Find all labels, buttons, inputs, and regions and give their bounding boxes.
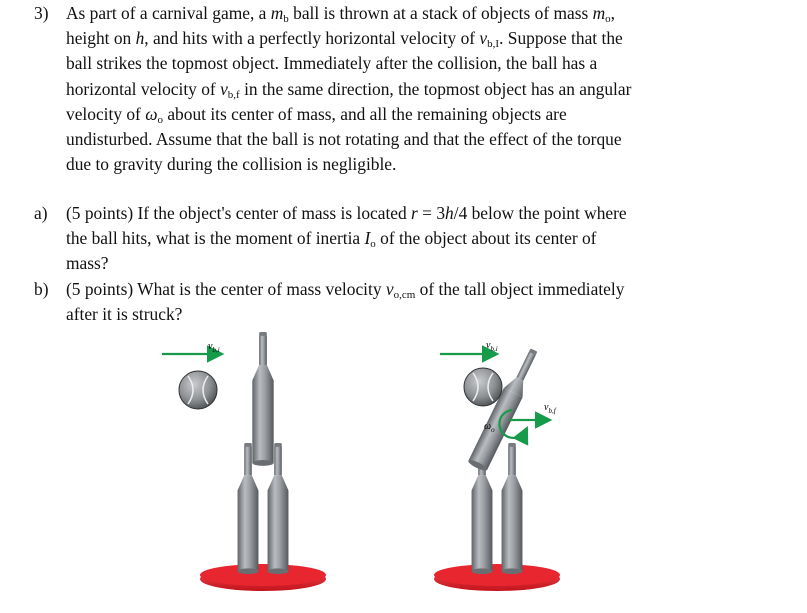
part-b-question <box>66 277 734 327</box>
angular-velocity-label: $\omega_o$ <box>484 421 495 434</box>
final-velocity-label: $v_{b,f}$ <box>544 402 556 415</box>
part-b-line-2: after it is struck? <box>66 304 183 325</box>
problem-3 <box>34 1 734 177</box>
problem-line-5: velocity of $\omega_o$ about its center of mass, and all the remaining objects are <box>66 103 567 126</box>
part-b-line-1: (5 points) What is the center of mass velocity $v_{o,cm}$ of the tall object immediately <box>66 279 625 301</box>
part-a-line-2: the ball hits, what is the moment of inertia $I_o$ of the object about its center of <box>66 228 597 251</box>
part-a-line-1: (5 points) If the object's center of mass is located r = 3h/4 below the point where <box>66 203 627 223</box>
problem-number: 3) <box>34 3 49 23</box>
problem-line-4: horizontal velocity of $v_{b,f}$ in the same direction, the topmost object has an angular <box>66 78 632 101</box>
part-b <box>34 277 734 327</box>
part-a <box>34 201 734 277</box>
problem-line-6: undisturbed. Assume that the ball is not rotating and that the effect of the torque <box>66 129 622 150</box>
part-b-label: b) <box>34 279 49 299</box>
part-a-question <box>66 201 734 277</box>
left-ball <box>179 371 217 409</box>
right-scene <box>434 340 560 591</box>
right-ball <box>464 368 502 406</box>
right-initial-velocity-label: $v_{b,i}$ <box>486 340 498 353</box>
carnival-figure <box>150 332 620 607</box>
part-a-line-3: mass? <box>66 253 109 274</box>
part-a-label: a) <box>34 203 48 223</box>
problem-line-7: due to gravity during the collision is negligible. <box>66 154 397 175</box>
problem-line-2: height on h, and hits with a perfectly horizontal velocity of $v_{b,I}$. Suppose that the <box>66 28 623 51</box>
problem-line-3: ball strikes the topmost object. Immediately after the collision, the ball has a <box>66 53 598 74</box>
problem-statement <box>66 1 734 177</box>
left-top-bottle <box>252 332 273 466</box>
right-tilted-bottle <box>467 345 543 472</box>
right-bottom-bottle-2 <box>502 443 523 574</box>
problem-line-1: As part of a carnival game, a $m_b$ ball is thrown at a stack of objects of mass $m_o$, <box>66 3 616 25</box>
left-scene <box>162 332 326 591</box>
left-velocity-label: $v_{b,i}$ <box>208 341 220 354</box>
